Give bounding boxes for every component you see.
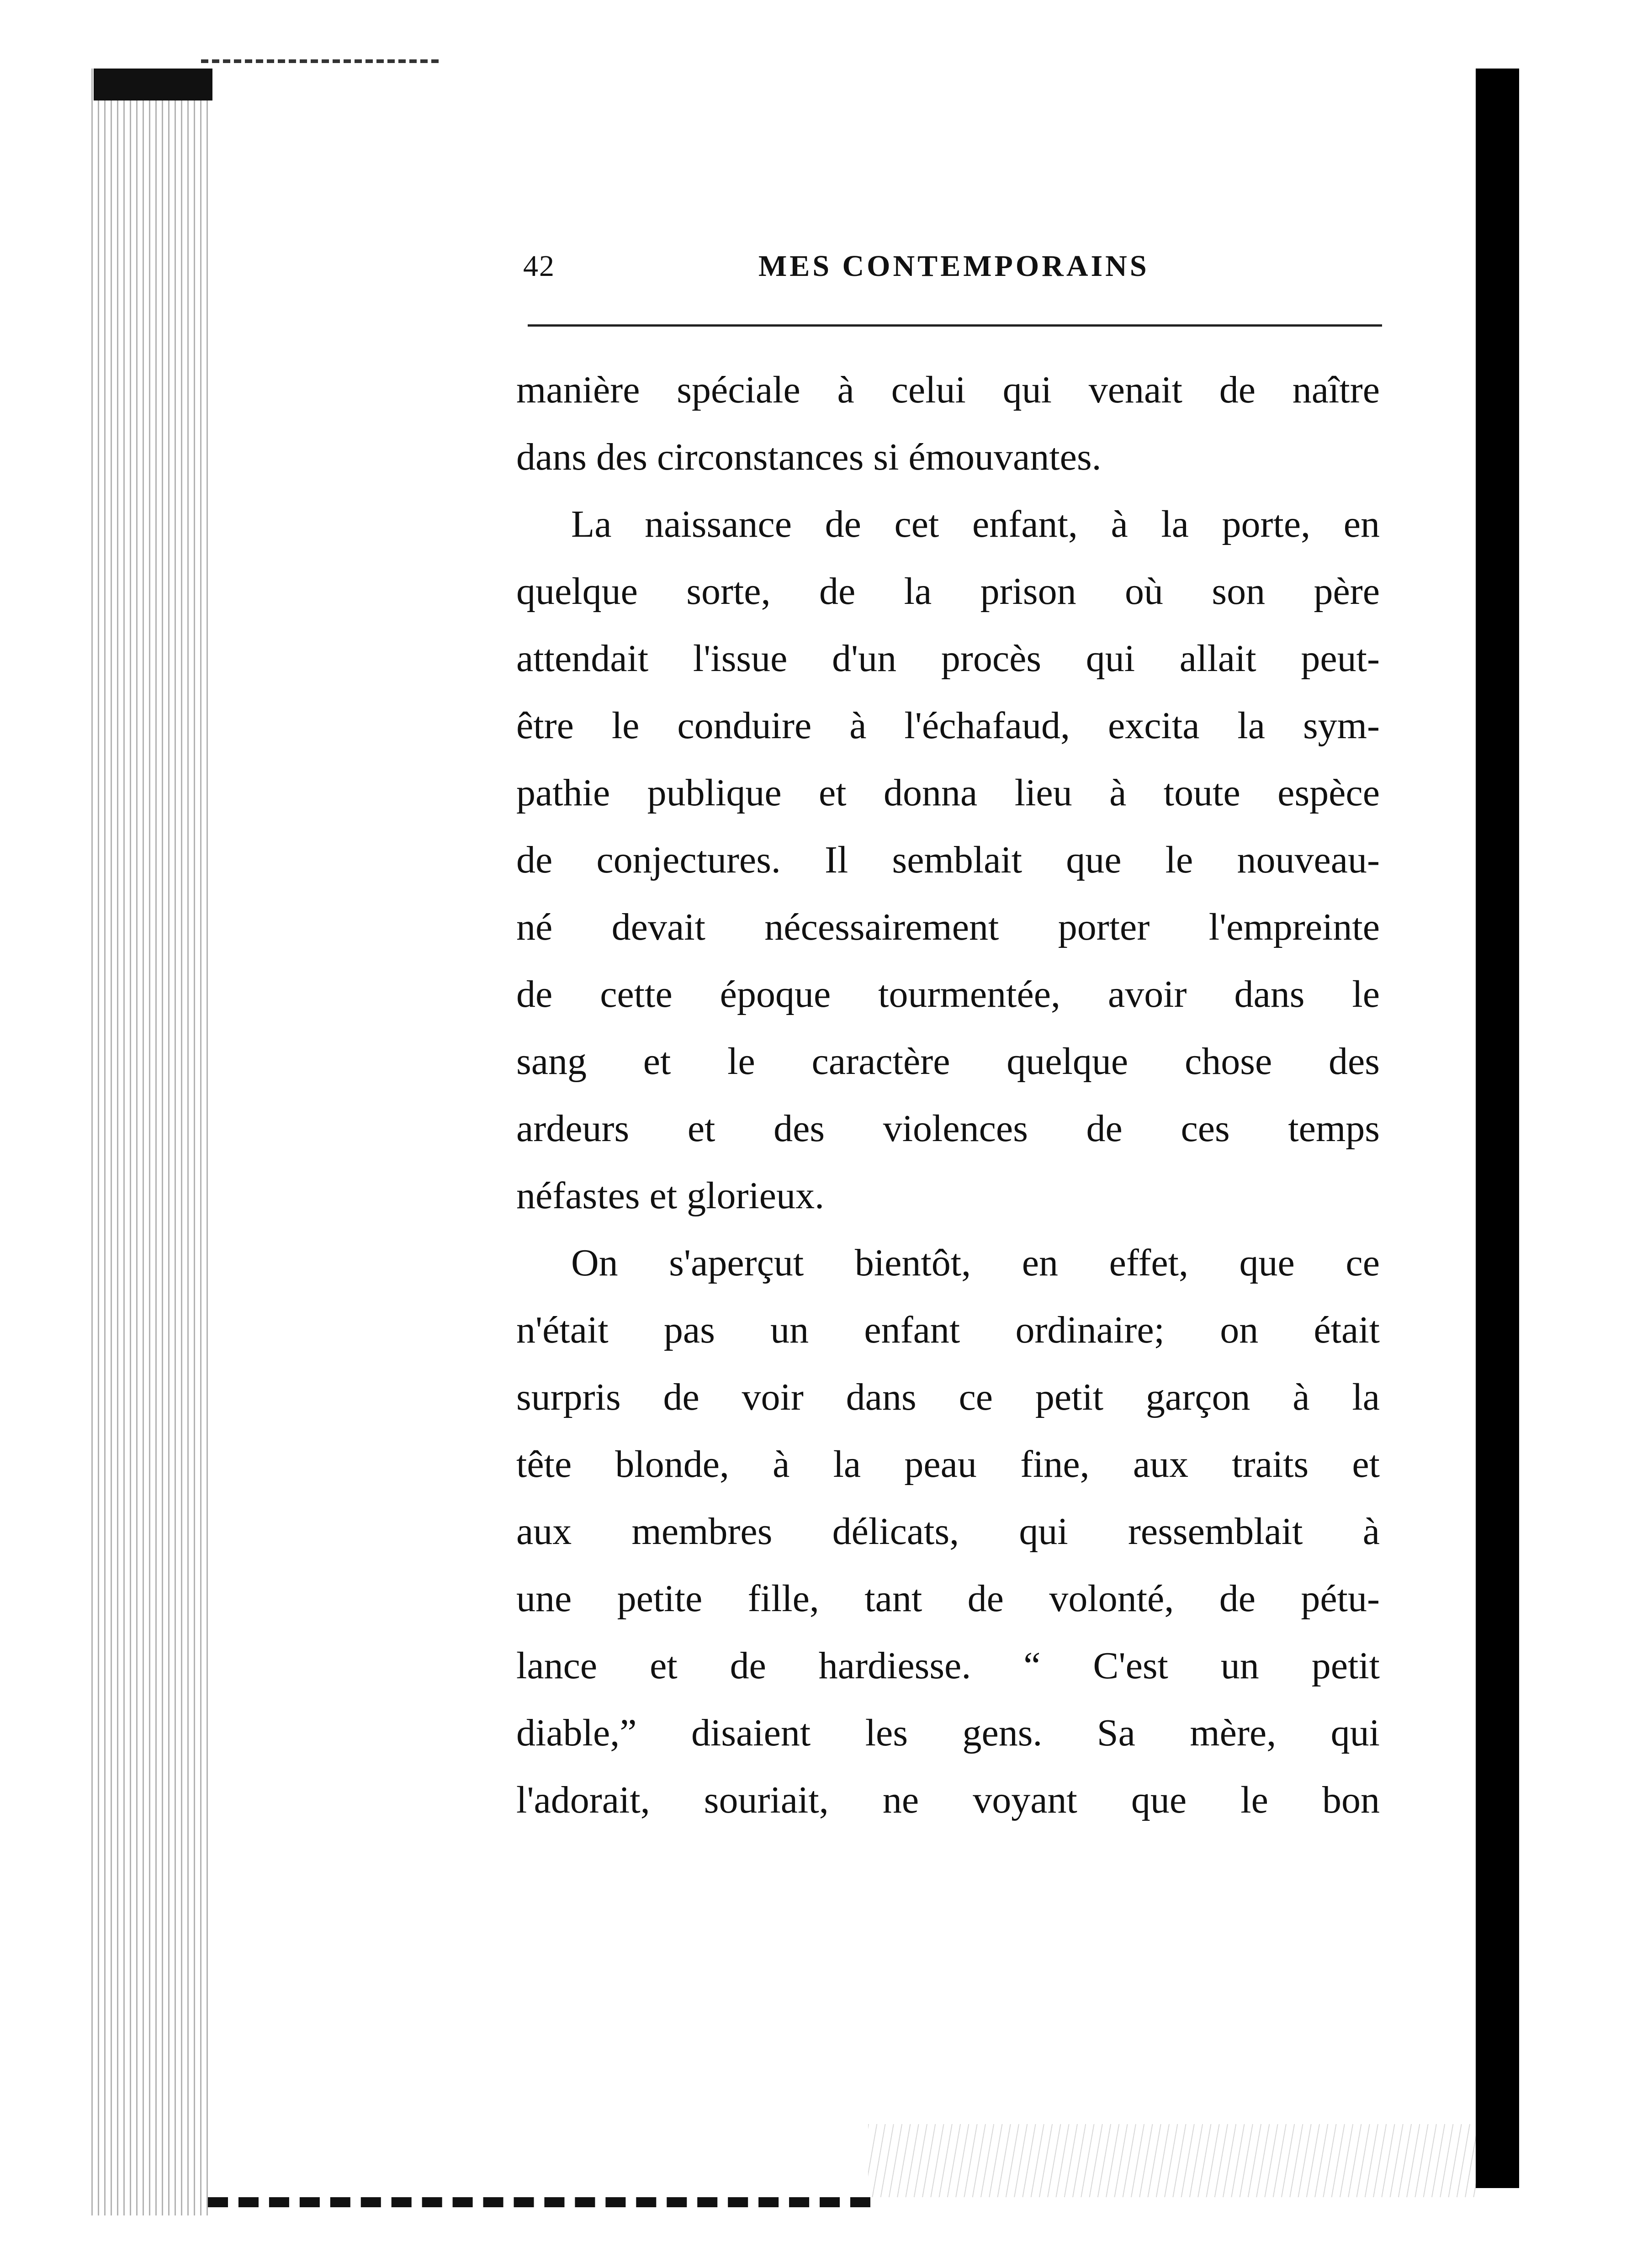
text-line: né devait nécessairement porter l'empreinte [516,906,1380,948]
page-header [523,249,1382,290]
header-rule [528,324,1382,327]
text-line: lance et de hardiesse. “ C'est un petit [516,1644,1380,1687]
text-line: tête blonde, à la peau fine, aux traits et [516,1443,1380,1486]
text-line: néfastes et glorieux. [516,1174,825,1217]
page-number: 42 [523,249,555,283]
scan-top-artifact [201,59,439,63]
text-line: manière spéciale à celui qui venait de naître [516,369,1380,411]
text-line: de conjectures. Il semblait que le nouveau- [516,839,1380,881]
text-line: diable,” disaient les gens. Sa mère, qui [516,1712,1380,1754]
text-line: l'adorait, souriait, ne voyant que le bon [516,1779,1380,1821]
text-line: n'était pas un enfant ordinaire; on était [516,1309,1380,1351]
text-line: On s'aperçut bientôt, en effet, que ce [571,1242,1380,1284]
text-line: être le conduire à l'échafaud, excita la sym- [516,704,1380,747]
text-line: de cette époque tourmentée, avoir dans le [516,973,1380,1015]
text-line: aux membres délicats, qui ressemblait à [516,1510,1380,1553]
scan-right-border [1476,69,1519,2188]
text-line: attendait l'issue d'un procès qui allait peut- [516,637,1380,680]
text-line: ardeurs et des violences de ces temps [516,1107,1380,1150]
text-line: pathie publique et donna lieu à toute espèce [516,772,1380,814]
text-line: sang et le caractère quelque chose des [516,1040,1380,1083]
text-line: La naissance de cet enfant, à la porte, en [571,503,1380,545]
body-text [516,356,1380,1834]
text-line: surpris de voir dans ce petit garçon à la [516,1376,1380,1418]
text-line: quelque sorte, de la prison où son père [516,570,1380,613]
text-line: une petite fille, tant de volonté, de pétu- [516,1577,1380,1620]
text-line: dans des circonstances si émouvantes. [516,436,1102,478]
scan-left-edge-artifact [91,69,210,2215]
running-title: MES CONTEMPORAINS [758,249,1150,283]
scan-bottom-noise [868,2124,1476,2197]
scan-corner-artifact [94,69,212,100]
scan-bottom-artifact [208,2197,870,2207]
